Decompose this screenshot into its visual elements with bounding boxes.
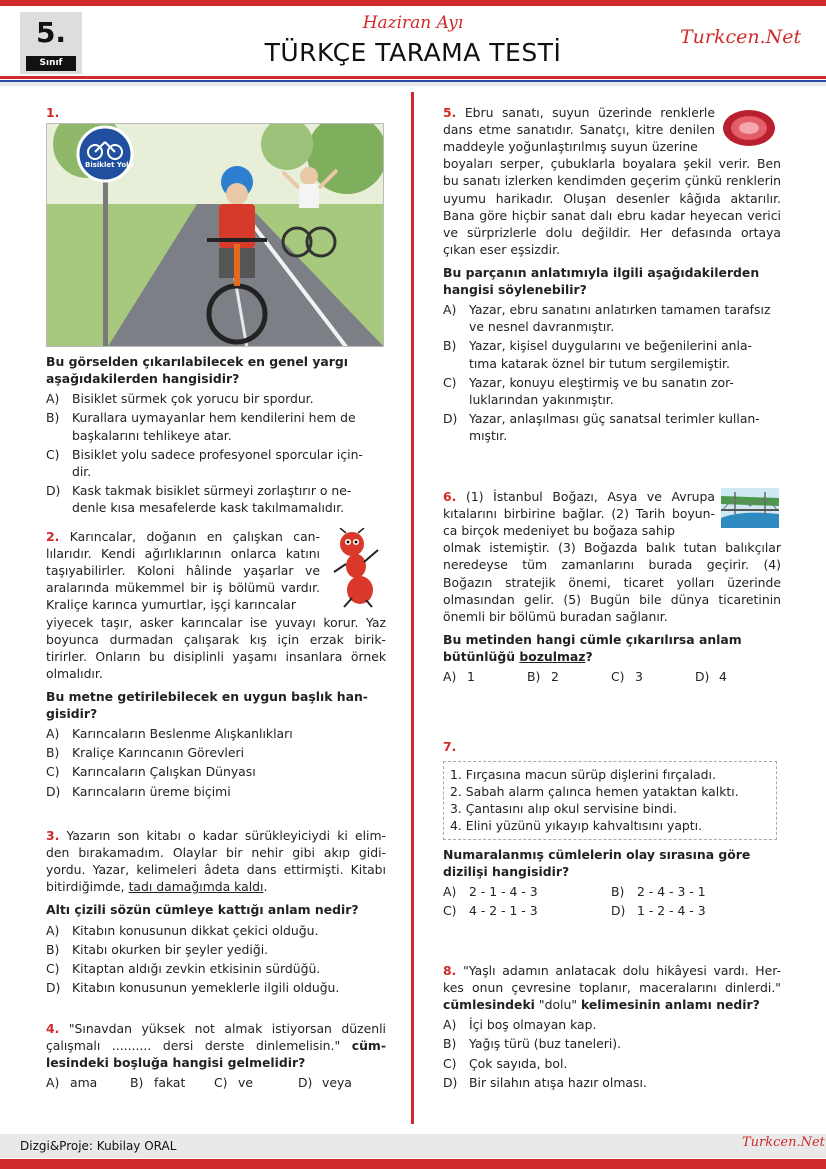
- question-number: 2.: [46, 529, 60, 544]
- option-c[interactable]: C) ve: [214, 1075, 253, 1091]
- list-item: 1. Fırçasına macun sürüp dişlerini fırçaladı.: [450, 767, 716, 783]
- question-8: [443, 962, 781, 1093]
- ant-icon: [330, 528, 386, 608]
- keyword: "dolu": [538, 997, 578, 1013]
- options-list: [46, 390, 386, 516]
- option-a[interactable]: A) ama: [46, 1075, 98, 1091]
- option-b[interactable]: B) Yağış türü (buz taneleri).: [443, 1036, 622, 1052]
- option-d[interactable]: D) Kitabın konusunun yemeklerle ilgili olduğu.: [46, 979, 340, 995]
- list-item: 3. Çantasını alıp okul servisine bindi.: [450, 801, 678, 817]
- option-b[interactable]: B) fakat: [130, 1075, 186, 1091]
- question-4: [46, 1020, 386, 1091]
- question-stem: Bu parçanın anlatımıyla ilgili aşağıdakilerden hangisi söylenebilir?: [443, 264, 760, 298]
- option-b[interactable]: B) Kraliçe Karıncanın Görevleri: [46, 745, 245, 761]
- options-row: [46, 1074, 386, 1091]
- question-stem: Bu metne getirilebilecek en uygun başlık han- gisidir?: [46, 688, 368, 722]
- list-item: 2. Sabah alarm çalınca hemen yataktan kalktı.: [450, 784, 739, 800]
- question-stem: cüm- lesindeki boşluğa hangisi gelmelidir?: [46, 1038, 386, 1071]
- quote-text: "Sınavdan yüksek not almak istiyorsan düzenli çalışmalı .......... dersi derste dinlemelisin.": [46, 1021, 386, 1054]
- option-a[interactable]: A) Kitabın konusunun dikkat çekici olduğu.: [46, 922, 319, 938]
- option-d[interactable]: D) veya: [298, 1075, 352, 1091]
- page-title: TÜRKÇE TARAMA TESTİ: [264, 38, 562, 67]
- question-stem: Bu metinden hangi cümle çıkarılırsa anlam bütünlüğü bozulmaz?: [443, 631, 742, 664]
- option-a[interactable]: A) Karıncaların Beslenme Alışkanlıkları: [46, 726, 293, 742]
- option-b[interactable]: B) 2: [527, 669, 559, 685]
- option-c[interactable]: C) Çok sayıda, bol.: [443, 1055, 568, 1071]
- ebru-art-icon: [719, 106, 779, 150]
- question-number: 4.: [46, 1021, 60, 1036]
- grade-label: Sınıf: [26, 56, 76, 71]
- month-label: Haziran Ayı: [362, 13, 464, 33]
- option-c[interactable]: C) 4 - 2 - 1 - 3: [443, 902, 538, 918]
- option-b[interactable]: B) Kitabı okurken bir şeyler yediği.: [46, 941, 269, 957]
- option-c[interactable]: C) Karıncaların Çalışkan Dünyası: [46, 764, 256, 780]
- option-a[interactable]: A) Bisiklet sürmek çok yorucu bir spordur.: [46, 391, 314, 407]
- option-c[interactable]: C) Bisiklet yolu sadece profesyonel sporcular için- dir.: [46, 446, 363, 479]
- question-stem: Numaralanmış cümlelerin olay sırasına göre dizilişi hangisidir?: [443, 846, 751, 879]
- question-number: 7.: [443, 739, 457, 754]
- question-6: [443, 488, 781, 685]
- question-5: [443, 104, 781, 446]
- passage-text-1: (1) İstanbul Boğazı, Asya ve Avrupa kıtalarını birbirine bağlar. (2) Tarih boyun- ca birçok medeniyet bu boğaza sahip: [443, 489, 715, 539]
- question-number: 8.: [443, 963, 457, 978]
- option-b[interactable]: B) 2 - 4 - 3 - 1: [611, 883, 706, 899]
- question-1: [46, 104, 386, 518]
- passage-text-1: Karıncalar, doğanın en çalışkan can- lılarıdır. Kendi ağırlıklarının onlarca katını taşıyabilirler. Koloni hâlinde yaşarlar ve aralarında mükemmel bir iş bölümü vardır. Kraliçe karınca yumurtlar, işçi karıncalar: [46, 529, 320, 613]
- brand-logo: Turkcen.Net: [680, 26, 802, 48]
- option-a[interactable]: A) 2 - 1 - 4 - 3: [443, 883, 538, 899]
- options-list: [443, 301, 781, 444]
- question-2: [46, 528, 386, 802]
- question-3: 3. Yazarın son kitabı o kadar sürükleyiciydi ki elim- den bırakamadım. Olaylar bir nehir gibi akıp gidi- yordu. Yazar, kelimeleri âdeta dans ettirmişti. Kitabı bitirdiğimde, tadı damağımda kaldı. Altı çizili sözün cümleye kattığı anlam nedir? A) Kitabın konusunun dikkat çekici olduğu. B) Kitabı okurken bir şeyler yediği. C) Kitaptan aldığı zevkin etkisinin sürdüğü. D) Kitabın konusunun yemeklerle ilgili olduğu.: [46, 828, 386, 995]
- option-d[interactable]: D) Kask takmak bisiklet sürmeyi zorlaştırır o ne- denle kısa mesafelerde kask takılmamalıdır.: [46, 482, 352, 515]
- options-list: [443, 1016, 781, 1090]
- option-d[interactable]: D) 1 - 2 - 4 - 3: [611, 902, 706, 918]
- option-d[interactable]: D) Karıncaların üreme biçimi: [46, 783, 231, 799]
- question-stem: Bu görselden çıkarılabilecek en genel yargı aşağıdakilerden hangisidir?: [46, 354, 348, 387]
- option-b[interactable]: B) Yazar, kişisel duygularını ve beğenilerini anla- tıma katarak öznel bir tutum sergilemiştir.: [443, 338, 753, 371]
- question-number: 6.: [443, 489, 457, 504]
- footer-accent-bar: [0, 1159, 826, 1169]
- options-list: [46, 922, 386, 996]
- sign-text: Bisiklet Yolu: [85, 161, 134, 170]
- option-a[interactable]: A) İçi boş olmayan kap.: [443, 1017, 597, 1033]
- question-stem: Altı çizili sözün cümleye kattığı anlam nedir?: [46, 902, 359, 918]
- sentence-list-box: [443, 761, 777, 839]
- bicycle-photo: [46, 123, 384, 347]
- option-c[interactable]: C) Kitaptan aldığı zevkin etkisinin sürdüğü.: [46, 960, 321, 976]
- passage-text-2: boyaları serper, çubuklarla boyalara şekil verir. Ben bu sanatı izlerken kendimden geçerim çünkü renklerin uyumu harikadır. Oluşan desenler kâğıda aktarılır. Bana göre hiçbir sanat dalı ebru kadar heyecan verici ve sürprizlerle dolu değildir. Her defasında ortaya çıkan eser eşsizdir.: [443, 156, 781, 257]
- options-grid: [443, 883, 781, 919]
- passage-text-1: Ebru sanatı, suyun üzerinde renklerle dans etme sanatıdır. Sanatçı, kitre denilen maddeyle yoğunlaştırılmış suyun üzerine: [443, 105, 715, 155]
- question-number: 3.: [46, 828, 60, 843]
- bicycle-scene-illustration: [47, 124, 384, 347]
- options-list: [46, 725, 386, 799]
- passage-text-2: yiyecek taşır, asker karıncalar ise yuvayı korur. Yaz boyunca durmadan çalışarak kış için erzak birik- tirirler. Onların bu disiplinli yaşamı insanlara örnek olmalıdır.: [46, 614, 386, 681]
- option-d[interactable]: D) 4: [695, 669, 727, 685]
- header-red-line: [0, 76, 826, 79]
- question-7: [443, 738, 781, 919]
- option-d[interactable]: D) Yazar, anlaşılması güç sanatsal terimler kullan- mıştır.: [443, 410, 760, 443]
- credit-text: Dizgi&Proje: Kubilay ORAL: [20, 1139, 177, 1153]
- option-a[interactable]: A) Yazar, ebru sanatını anlatırken tamamen tarafsız ve nesnel davranmıştır.: [443, 302, 771, 335]
- underlined-phrase: tadı damağımda kaldı: [128, 879, 264, 895]
- option-b[interactable]: B) Kurallara uymayanlar hem kendilerini hem de başkalarını tehlikeye atar.: [46, 410, 356, 443]
- quote-text: "Yaşlı adamın anlatacak dolu hikâyesi vardı. Her- kes onun çevresine toplanır, maceralarını dinlerdi.": [443, 963, 781, 996]
- option-a[interactable]: A) 1: [443, 669, 475, 685]
- option-c[interactable]: C) 3: [611, 669, 643, 685]
- question-number: 1.: [46, 105, 60, 120]
- footer-brand-logo: Turkcen.Net: [742, 1135, 825, 1150]
- question-stem-end: kelimesinin anlamı nedir?: [580, 997, 760, 1013]
- option-d[interactable]: D) Bir silahın atışa hazır olması.: [443, 1074, 647, 1090]
- passage-text: Yazarın son kitabı o kadar sürükleyiciydi ki elim- den bırakamadım. Olaylar bir nehir gibi akıp gidi- yordu. Yazar, kelimeleri âdeta dans ettirmişti. Kitabı bitirdiğimde,: [46, 828, 386, 895]
- option-c[interactable]: C) Yazar, konuyu eleştirmiş ve bu sanatın zor- luklarından yakınmıştır.: [443, 374, 734, 407]
- underlined-word: bozulmaz: [519, 648, 586, 664]
- options-row: [443, 668, 781, 685]
- question-number: 5.: [443, 105, 457, 120]
- question-stem-start: cümlesindeki: [443, 997, 535, 1013]
- column-divider: [411, 92, 414, 1124]
- header-shade: [0, 82, 826, 86]
- bosphorus-bridge-icon: [721, 488, 779, 528]
- grade-number: 5.: [35, 16, 67, 49]
- passage-text-2: olmak istemiştir. (3) Boğazda balık tutan balıkçılar neredeyse tüm zamanlarını burada geçirir. (4) Boğazın stratejik önemi, ticaret yolları üzerinde olmasından gelir. (5) Bugün bile dünya ticaretinin önemli bir bölümü buradan sağlanır.: [443, 540, 781, 624]
- list-item: 4. Elini yüzünü yıkayıp kahvaltısını yaptı.: [450, 818, 703, 834]
